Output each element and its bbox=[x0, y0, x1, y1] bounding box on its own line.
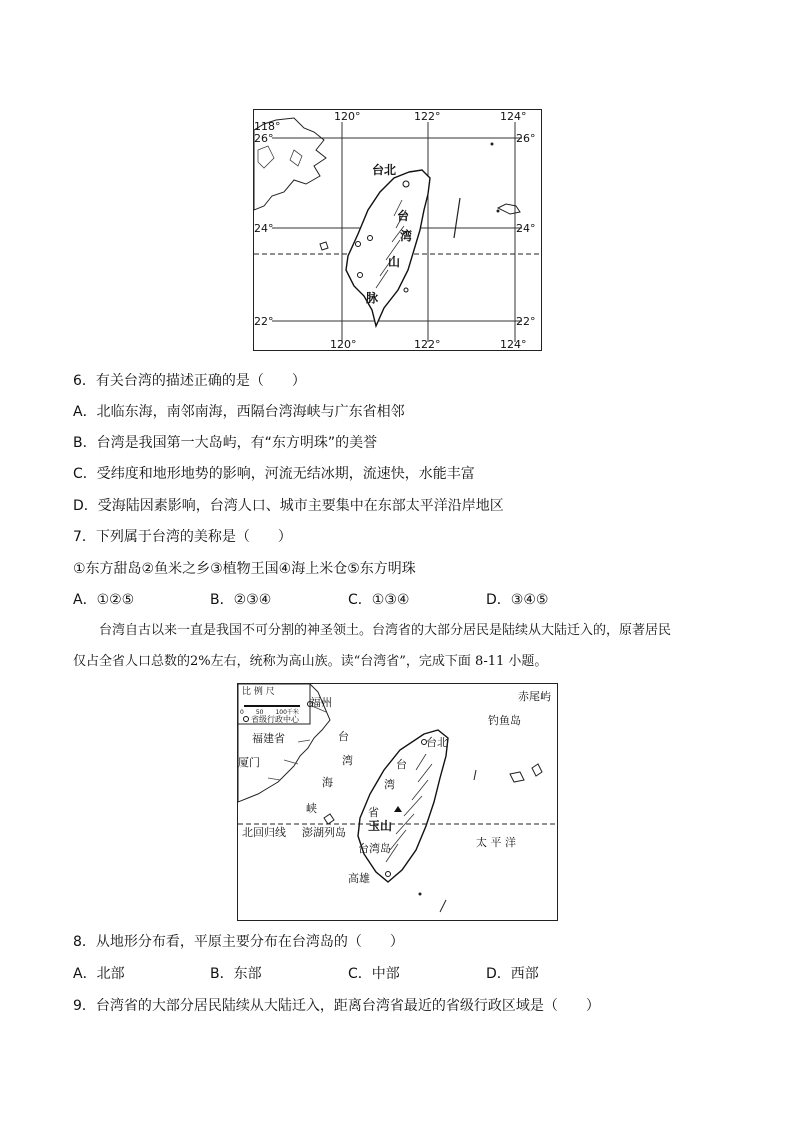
legend-capital-label: 省级行政中心 bbox=[251, 715, 299, 724]
question-7-option-b: B．②③④ bbox=[210, 592, 272, 608]
xiamen-label: 厦门 bbox=[238, 756, 260, 769]
question-7-stem: 7．下列属于台湾的美称是（ ） bbox=[73, 529, 292, 545]
diaoyu-label: 钓鱼岛 bbox=[488, 714, 521, 727]
passage-line-2: 仅占全省人口总数的2%左右，统称为高山族。读“台湾省”，完成下面 8-11 小题。 bbox=[73, 654, 548, 669]
lat-label-26-right: 26° bbox=[516, 132, 536, 145]
question-7-option-a: A．①②⑤ bbox=[73, 592, 135, 608]
east-islet bbox=[474, 770, 476, 780]
lon-label-120-bottom: 120° bbox=[330, 338, 357, 350]
pacific-label: 太 平 洋 bbox=[476, 836, 516, 849]
chiwei-islet bbox=[532, 764, 542, 776]
question-7-option-d: D．③④⑤ bbox=[486, 592, 549, 608]
question-6-stem: 6．有关台湾的描述正确的是（ ） bbox=[73, 373, 306, 389]
islet bbox=[419, 893, 422, 896]
fuzhou-label: 福州 bbox=[310, 696, 332, 709]
city-marker bbox=[404, 288, 408, 292]
question-7-option-c: C．①③④ bbox=[348, 592, 410, 608]
lon-label-120-top: 120° bbox=[334, 110, 361, 123]
taiwan-province-map bbox=[237, 683, 558, 921]
range-label-4: 脉 bbox=[366, 291, 379, 305]
map1-svg bbox=[254, 110, 541, 350]
question-6-option-d: D．受海陆因素影响，台湾人口、城市主要集中在东部太平洋沿岸地区 bbox=[73, 498, 504, 514]
fujian-label: 福建省 bbox=[252, 732, 285, 745]
range-label-1: 台 bbox=[397, 209, 410, 223]
question-8-option-b: B．东部 bbox=[210, 966, 262, 982]
strait-label-2: 湾 bbox=[342, 754, 353, 767]
lon-label-122-top: 122° bbox=[414, 110, 441, 123]
range-label-2: 湾 bbox=[400, 229, 413, 243]
penghu-islands bbox=[324, 814, 334, 824]
lon-label-122-bottom: 122° bbox=[414, 338, 441, 350]
legend-scale-ticks: 0 50 100千米 bbox=[240, 709, 299, 716]
legend-scale-title: 比 例 尺 bbox=[242, 687, 275, 697]
tropic-label: 北回归线 bbox=[242, 826, 286, 839]
taiwan-island-label: 台湾岛 bbox=[358, 842, 391, 855]
gaoxiong-label: 高雄 bbox=[348, 872, 370, 885]
lat-label-24-right: 24° bbox=[516, 222, 536, 235]
lon-label-118-top: 118° bbox=[254, 120, 281, 133]
mainland-detail bbox=[290, 150, 302, 166]
question-6-option-b: B．台湾是我国第一大岛屿，有“东方明珠”的美誉 bbox=[73, 435, 378, 451]
diaoyu-islands bbox=[510, 772, 524, 782]
taiwan-island bbox=[346, 170, 430, 326]
map2-svg bbox=[238, 684, 557, 920]
province-label-1: 台 bbox=[396, 758, 407, 771]
question-6-option-c: C．受纬度和地形地势的影响，河流无结冰期，流速快，水能丰富 bbox=[73, 466, 475, 482]
strait-label-4: 峡 bbox=[306, 802, 317, 815]
strait-label-1: 台 bbox=[338, 730, 349, 743]
lat-label-22-left: 22° bbox=[254, 315, 274, 328]
province-label-3: 省 bbox=[368, 806, 379, 819]
yushan-label: 玉山 bbox=[368, 819, 393, 833]
penghu-islands bbox=[320, 242, 328, 250]
question-8-stem: 8．从地形分布看，平原主要分布在台湾岛的（ ） bbox=[73, 934, 404, 950]
penghu-label: 澎湖列岛 bbox=[302, 826, 346, 839]
taiwan-latlon-map bbox=[253, 109, 542, 351]
lon-label-124-bottom: 124° bbox=[500, 338, 527, 350]
question-8-option-d: D．西部 bbox=[486, 966, 539, 982]
lat-label-26-left: 26° bbox=[254, 132, 274, 145]
question-8-option-a: A．北部 bbox=[73, 966, 125, 982]
question-7-items: ①东方甜岛②鱼米之乡③植物王国④海上米仓⑤东方明珠 bbox=[73, 561, 416, 577]
east-islet bbox=[454, 198, 460, 238]
question-6-option-a: A．北临东海，南邻南海，西隔台湾海峡与广东省相邻 bbox=[73, 404, 405, 420]
mainland-detail bbox=[258, 146, 274, 168]
islet bbox=[497, 210, 500, 213]
question-8-option-c: C．中部 bbox=[348, 966, 400, 982]
taipei-label: 台北 bbox=[372, 163, 397, 177]
chiwei-label: 赤尾屿 bbox=[518, 690, 551, 703]
taibei-label: 台北 bbox=[426, 736, 448, 749]
province-label-2: 湾 bbox=[384, 778, 395, 791]
lon-label-124-top: 124° bbox=[500, 110, 527, 123]
diaoyu-islands bbox=[498, 204, 520, 214]
south-islet bbox=[440, 900, 446, 912]
lat-label-24-left: 24° bbox=[254, 222, 274, 235]
range-label-3: 山 bbox=[388, 255, 401, 269]
islet bbox=[491, 143, 494, 146]
passage-line-1: 台湾自古以来一直是我国不可分割的神圣领土。台湾省的大部分居民是陆续从大陆迁入的，原著居民 bbox=[99, 623, 672, 638]
strait-label-3: 海 bbox=[322, 776, 333, 789]
lat-label-22-right: 22° bbox=[516, 315, 536, 328]
question-9-stem: 9．台湾省的大部分居民陆续从大陆迁入，距离台湾省最近的省级行政区域是（ ） bbox=[73, 998, 600, 1014]
